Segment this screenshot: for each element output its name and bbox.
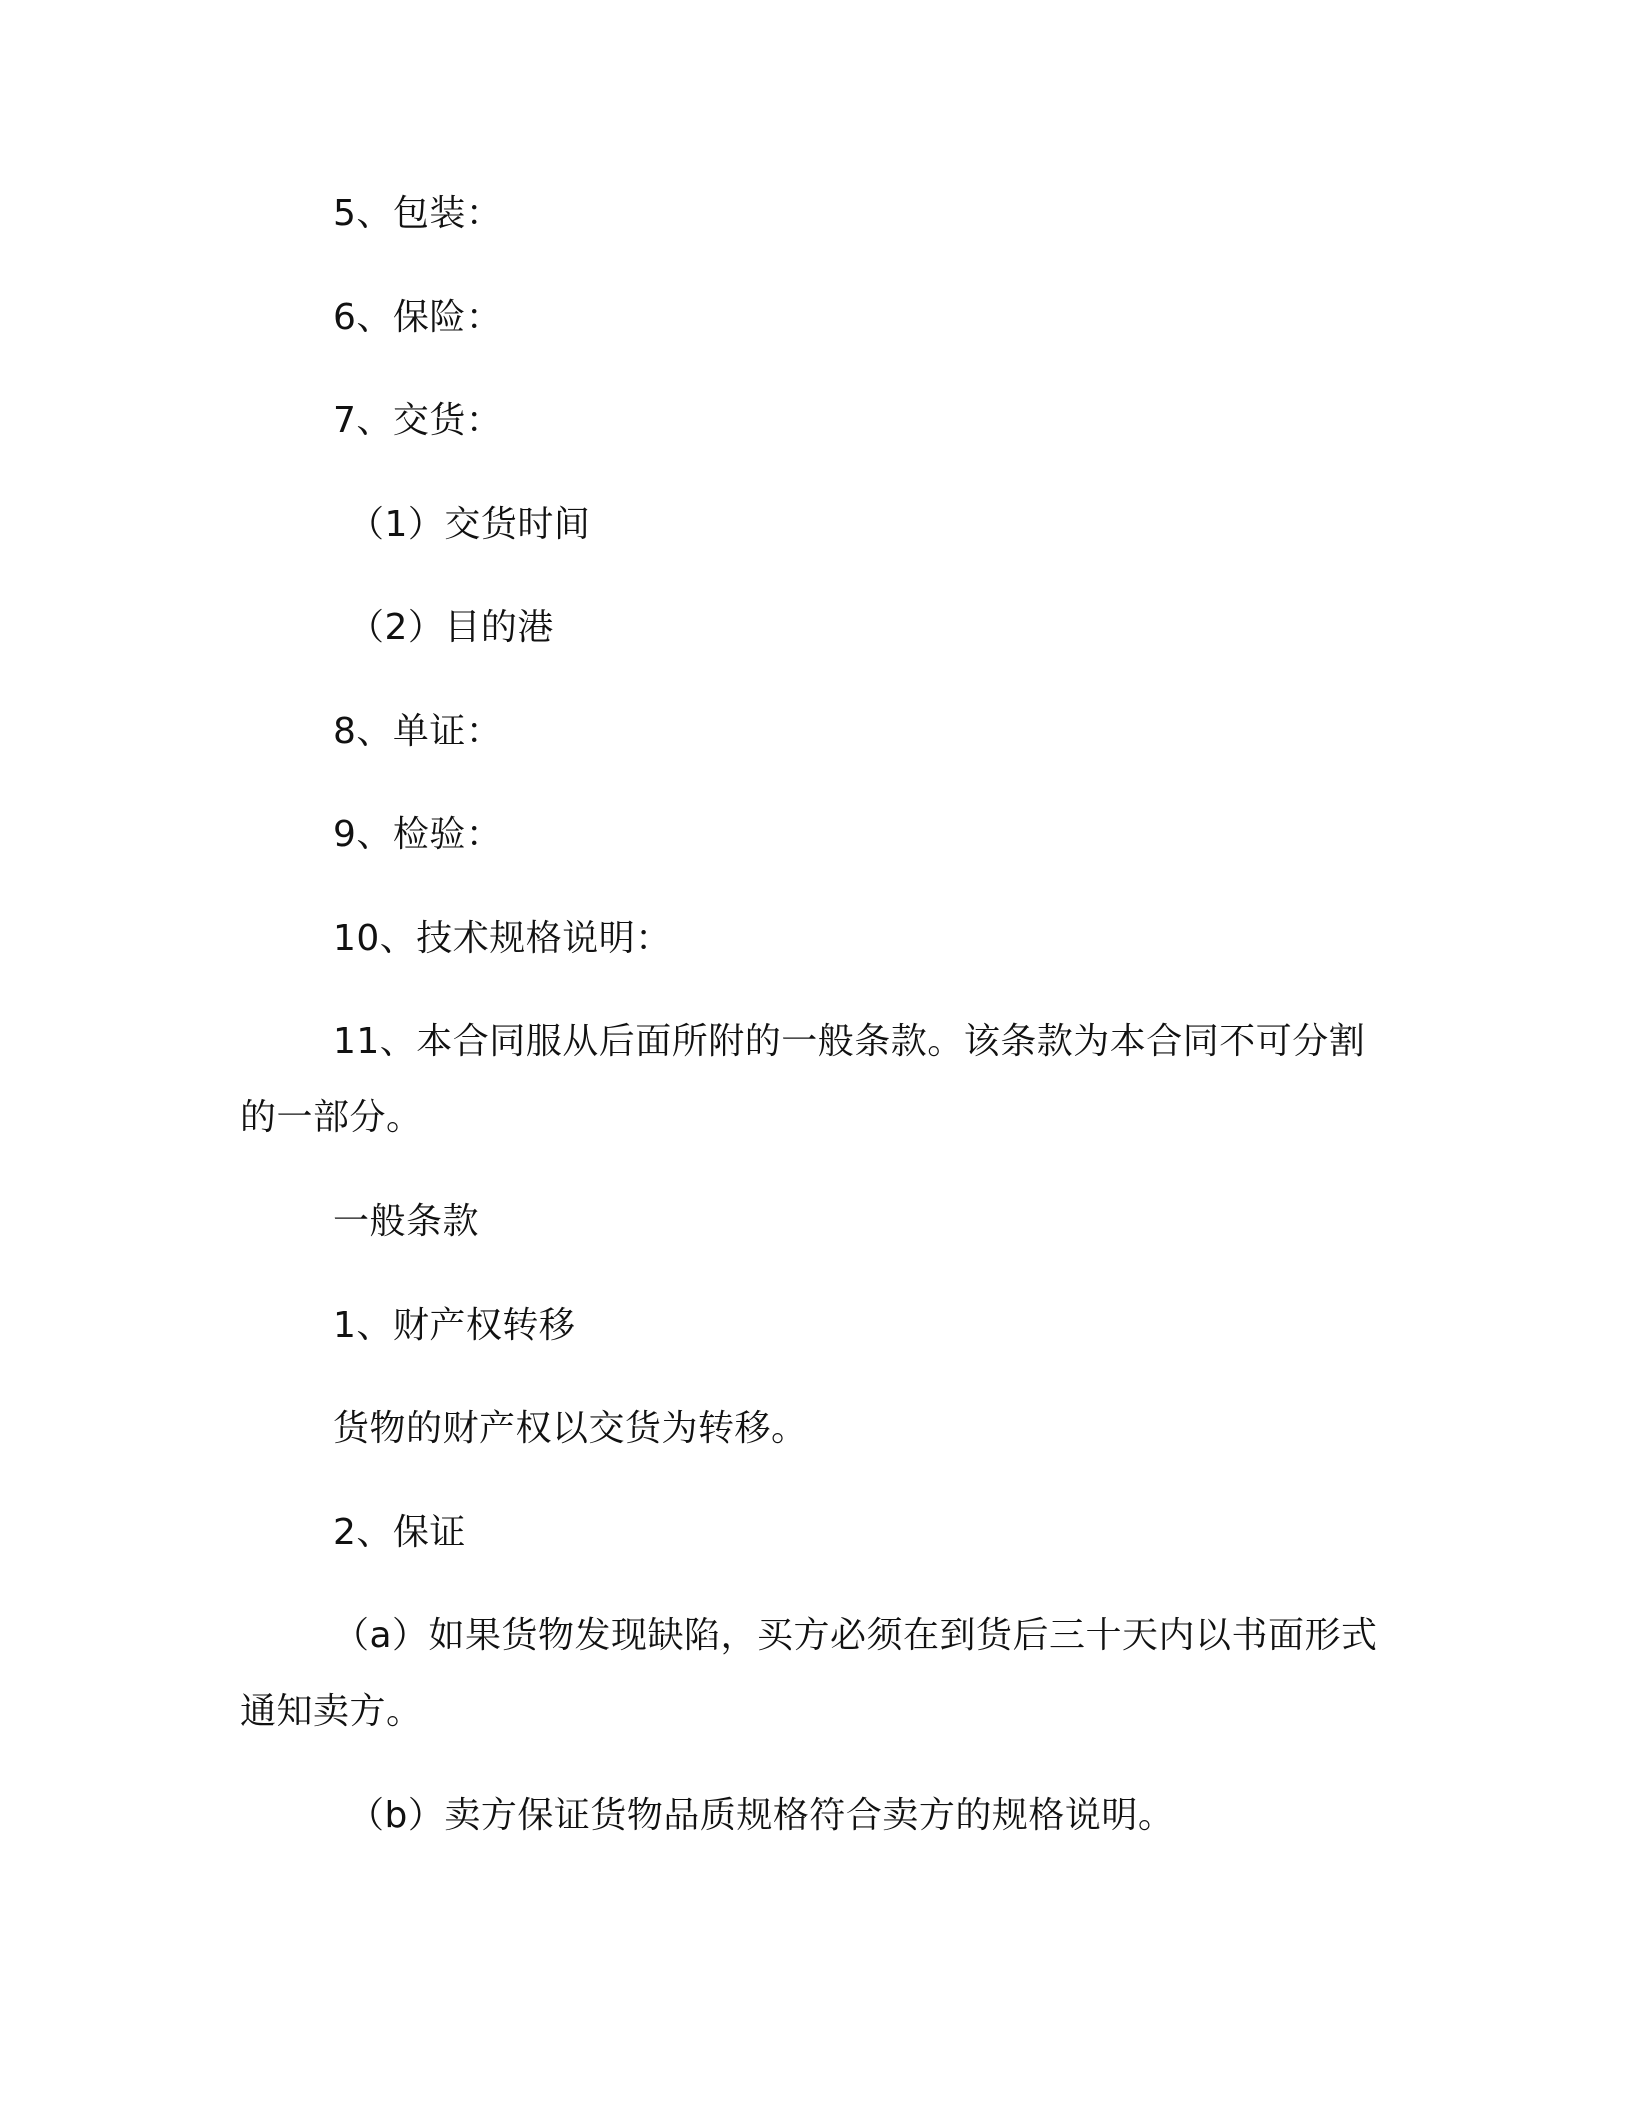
clause-6-insurance: 6、保险：	[333, 297, 503, 338]
clause-10-technical-specs: 10、技术规格说明：	[333, 918, 672, 959]
term-2-title: 2、保证	[333, 1512, 466, 1553]
term-1-title: 1、财产权转移	[333, 1305, 576, 1346]
clause-7-2-destination-port: （2）目的港	[348, 607, 554, 648]
clause-11-general-terms: 11、本合同服从后面所附的一般条款。该条款为本合同不可分割的一部分。	[240, 1021, 1366, 1138]
clause-7-1-delivery-time: （1）交货时间	[348, 504, 591, 545]
clause-8-documents: 8、单证：	[333, 711, 503, 752]
term-1-body: 货物的财产权以交货为转移。	[333, 1408, 808, 1449]
general-terms-heading: 一般条款	[333, 1201, 480, 1242]
clause-7-delivery: 7、交货：	[333, 400, 503, 441]
term-2-a: （a）如果货物发现缺陷，买方必须在到货后三十天内以书面形式通知卖方。	[240, 1615, 1378, 1732]
clause-5-packaging: 5、包装：	[333, 193, 503, 234]
clause-9-inspection: 9、检验：	[333, 814, 503, 855]
term-2-b: （b）卖方保证货物品质规格符合卖方的规格说明。	[348, 1795, 1175, 1836]
